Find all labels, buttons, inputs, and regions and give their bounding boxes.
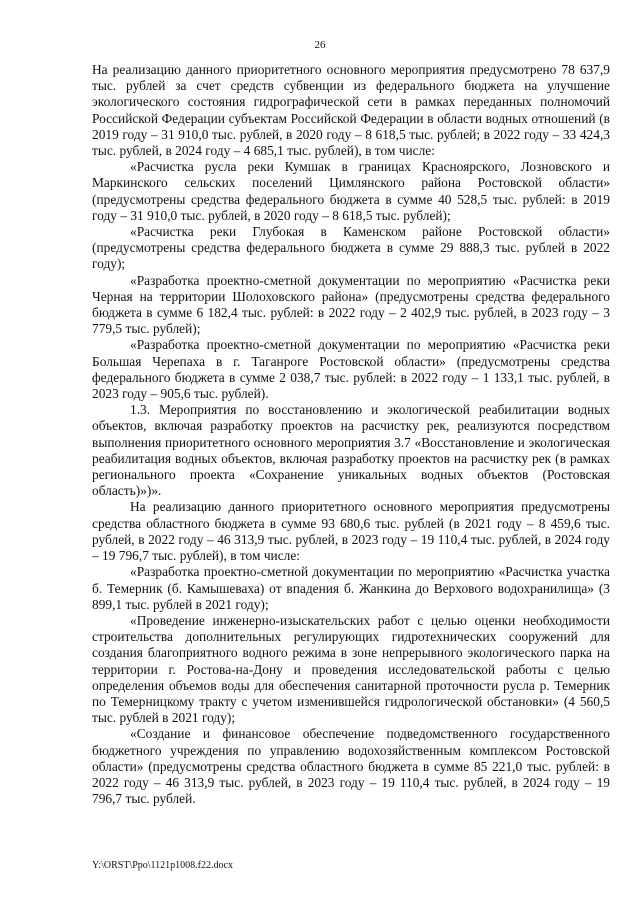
page-number: 26	[314, 39, 326, 51]
paragraph-bolshaya-cherepakha-river: «Разработка проектно-сметной документации по мероприятию «Расчистка реки Большая Черепаха в г. Таганроге Ростовской области» (предусмотрены средства федерального бюджета в сумме 2 038,7 тыс. рублей: в 2022 году – 1 133,1 тыс. рублей, в 2023 году – 905,6 тыс. рублей).	[92, 337, 610, 402]
paragraph-water-agency: «Создание и финансовое обеспечение подведомственного государственного бюджетного учреждения по управлению водохозяйственным комплексом Ростовской области» (предусмотрены средства областного бюджета в сумме 85 221,0 тыс. рублей: в 2022 году – 46 313,9 тыс. рублей, в 2023 году – 19 110,4 тыс. рублей, в 2024 году – 19 796,7 тыс. рублей.	[92, 726, 610, 807]
document-body	[92, 62, 610, 807]
paragraph-temernik-design: «Разработка проектно-сметной документации по мероприятию «Расчистка участка б. Темерник (б. Камышеваха) от впадения б. Жанкина до Верхового водохранилища» (3 899,1 тыс. рублей в 2021 году);	[92, 564, 610, 612]
paragraph-regional-funding: На реализацию данного приоритетного основного мероприятия предусмотрены средства областного бюджета в сумме 93 680,6 тыс. рублей (в 2021 году – 8 459,6 тыс. рублей, в 2022 году – 46 313,9 тыс. рублей, в 2023 году – 19 110,4 тыс. рублей, в 2024 году – 19 796,7 тыс. рублей), в том числе:	[92, 499, 610, 564]
file-path-footer: Y:\ORST\Ppo\1121p1008.f22.docx	[92, 860, 233, 871]
paragraph-engineering-surveys: «Проведение инженерно-изыскательских работ с целью оценки необходимости строительства дополнительных регулирующих гидротехнических сооружений для создания благоприятного водного режима в зоне непрерывного экологического парка на территории г. Ростова-на-Дону и проведения исследовательской работы с целью определения объемов воды для обеспечения санитарной проточности русла р. Темерник по Темерницкому тракту с учетом изменившейся гидрологической обстановки» (4 560,5 тыс. рублей в 2021 году);	[92, 612, 610, 726]
paragraph-kumshak-river: «Расчистка русла реки Кумшак в границах Красноярского, Лозновского и Маркинского сельских поселений Цимлянского района Ростовской области» (предусмотрены средства федерального бюджета в сумме 40 528,5 тыс. рублей: в 2019 году – 31 910,0 тыс. рублей, в 2020 году – 8 618,5 тыс. рублей);	[92, 159, 610, 223]
paragraph-glubokaya-river: «Расчистка реки Глубокая в Каменском районе Ростовской области» (предусмотрены средства федерального бюджета в сумме 29 888,3 тыс. рублей в 2022 году);	[92, 224, 610, 272]
paragraph-section-1-3: 1.3. Мероприятия по восстановлению и экологической реабилитации водных объектов, включая разработку проектов на расчистку рек, реализуются посредством выполнения приоритетного основного мероприятия 3.7 «Восстановление и экологическая реабилитация водных объектов, включая разработку проектов на расчистку рек (в рамках регионального проекта «Сохранение уникальных водных объектов (Ростовская область)»)».	[92, 402, 610, 499]
paragraph-chernaya-river: «Разработка проектно-сметной документации по мероприятию «Расчистка реки Черная на территории Шолоховского района» (предусмотрены средства федерального бюджета в сумме 6 182,4 тыс. рублей: в 2022 году – 2 402,9 тыс. рублей, в 2023 году – 3 779,5 тыс. рублей);	[92, 272, 610, 337]
paragraph-funding-intro: На реализацию данного приоритетного основного мероприятия предусмотрено 78 637,9 тыс. рублей за счет средств субвенции из федерального бюджета на улучшение экологического состояния гидрографической сети в рамках переданных полномочий Российской Федерации субъектам Российской Федерации в области водных отношений (в 2019 году – 31 910,0 тыс. рублей, в 2020 году – 8 618,5 тыс. рублей; в 2022 году – 33 424,3 тыс. рублей, в 2024 году – 4 685,1 тыс. рублей), в том числе:	[92, 62, 610, 159]
